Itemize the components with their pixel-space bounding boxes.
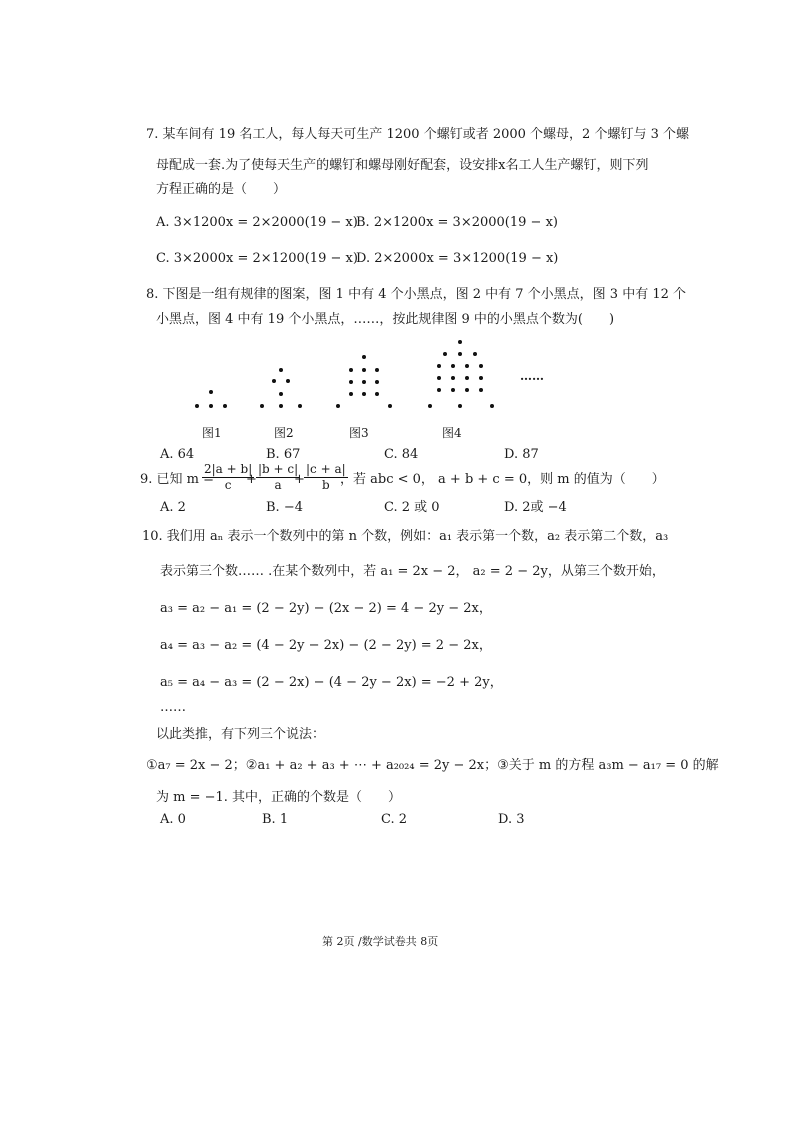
figure-3-dot (362, 355, 366, 359)
q10-option-c: C. 2 (381, 812, 408, 827)
q10-equation-a3: a₃ = a₂ − a₁ = (2 − 2y) − (2x − 2) = 4 − 2y − 2x， (160, 601, 492, 616)
q10-ellipsis: …… (160, 700, 186, 715)
figure-1-dot (223, 404, 227, 408)
figure-4-dot (473, 352, 477, 356)
figure-3-dot (349, 368, 353, 372)
figure-4-dot (479, 376, 483, 380)
q10-option-b: B. 1 (262, 812, 289, 827)
figure-3-dot (362, 380, 366, 384)
figure-4-dot (451, 376, 455, 380)
figure-4-dot (451, 364, 455, 368)
q9-option-b: B. −4 (266, 500, 303, 515)
q7-line-3: 方程正确的是（ ） (156, 182, 287, 197)
q10-option-a: A. 0 (160, 812, 186, 827)
q7-option-a: A. 3×1200x = 2×2000(19 − x) (156, 215, 358, 230)
q9-fraction-1-denominator: c (224, 478, 232, 492)
figure-2-caption: 图2 (274, 426, 294, 440)
q9-suffix: ，若 abc < 0， a + b + c = 0，则 m 的值为（ ） (340, 472, 665, 487)
figure-2-dot (279, 368, 283, 372)
figure-4-dot (437, 388, 441, 392)
q7-option-b: B. 2×1200x = 3×2000(19 − x) (356, 215, 558, 230)
figure-2-dot (260, 404, 264, 408)
q8-option-a: A. 64 (160, 447, 195, 462)
q9-fraction-3-numerator: |c + a| (306, 462, 346, 476)
q10-equation-a5: a₅ = a₄ − a₃ = (2 − 2x) − (4 − 2y − 2x) = −2 + 2y， (160, 675, 503, 690)
q7-option-d: D. 2×2000x = 3×1200(19 − x) (356, 251, 559, 266)
figure-1-dot (209, 390, 213, 394)
figure-3-dot (375, 368, 379, 372)
figure-4-dot (458, 352, 462, 356)
figure-3-dot (349, 392, 353, 396)
q8-option-b: B. 67 (266, 447, 301, 462)
q8-option-c: C. 84 (384, 447, 419, 462)
q9-option-c: C. 2 或 0 (384, 500, 440, 515)
figure-4-dot (465, 388, 469, 392)
q9-fraction-1-numerator: 2|a + b| (204, 462, 253, 476)
figure-4-dot (443, 352, 447, 356)
q7-line-1: 7. 某车间有 19 名工人，每人每天可生产 1200 个螺钉或者 2000 个螺母，2 个螺钉与 3 个螺 (146, 127, 689, 142)
q9-prefix: 9. 已知 m = (140, 472, 215, 487)
page-footer: 第 2页 /数学试卷共 8页 (322, 935, 439, 948)
figure-4-dot (437, 376, 441, 380)
q9-fraction-2-denominator: a (274, 478, 282, 492)
q10-line-4: ①a₇ = 2x − 2；②a₁ + a₂ + a₃ + ⋯ + a₂₀₂₄ = 2y − 2x；③关于 m 的方程 a₃m − a₁₇ = 0 的解 (146, 758, 719, 773)
figure-1-dot (195, 404, 199, 408)
figure-3-dot (349, 380, 353, 384)
figure-2-dot (279, 404, 283, 408)
q9-option-a: A. 2 (160, 500, 186, 515)
q10-line-5: 为 m = −1. 其中，正确的个数是（ ） (156, 790, 402, 805)
figure-3-dot (362, 392, 366, 396)
figure-4-dot (437, 364, 441, 368)
figure-2-dot (272, 379, 276, 383)
figure-3-dot (336, 404, 340, 408)
figure-3-dot (375, 380, 379, 384)
figure-4-dot (451, 388, 455, 392)
dot-pattern-figures (180, 335, 580, 425)
figure-2-dot (298, 404, 302, 408)
figure-2-dot (279, 392, 283, 396)
figure-4-dot (479, 388, 483, 392)
q9-fraction-2-numerator: |b + c| (258, 462, 299, 476)
figure-3-dot (362, 368, 366, 372)
figure-4-dot (465, 364, 469, 368)
figure-2-dot (286, 379, 290, 383)
q9-plus-1: + (246, 472, 257, 487)
figure-4-dot (479, 364, 483, 368)
figure-4-dot (458, 404, 462, 408)
q10-line-3: 以此类推，有下列三个说法： (156, 727, 326, 742)
figure-4-dot (458, 340, 462, 344)
q8-line-2: 小黑点，图 4 中有 19 个小黑点，……，按此规律图 9 中的小黑点个数为( ) (156, 312, 615, 327)
figure-3-caption: 图3 (349, 426, 369, 440)
q10-option-d: D. 3 (498, 812, 525, 827)
figure-4-caption: 图4 (442, 426, 462, 440)
q7-line-2: 母配成一套.为了使每天生产的螺钉和螺母刚好配套，设安排x名工人生产螺钉，则下列 (156, 158, 649, 173)
figure-4-dot (465, 376, 469, 380)
q9-plus-2: + (294, 472, 305, 487)
figure-3-dot (375, 392, 379, 396)
figure-1-caption: 图1 (202, 426, 222, 440)
q7-option-c: C. 3×2000x = 2×1200(19 − x) (156, 251, 358, 266)
q10-line-2: 表示第三个数…… .在某个数列中，若 a₁ = 2x − 2， a₂ = 2 − 2y，从第三个数开始， (160, 564, 665, 579)
q10-equation-a4: a₄ = a₃ − a₂ = (4 − 2y − 2x) − (2 − 2y) = 2 − 2x， (160, 638, 492, 653)
q9-option-d: D. 2或 −4 (504, 500, 567, 515)
figure-3-dot (388, 404, 392, 408)
q9-fraction-3-denominator: b (321, 478, 330, 492)
figure-4-dot (490, 404, 494, 408)
figure-1-dot (209, 404, 213, 408)
q10-line-1: 10. 我们用 aₙ 表示一个数列中的第 n 个数，例如：a₁ 表示第一个数，a₂ 表示第二个数，a₃ (142, 529, 669, 544)
q8-line-1: 8. 下图是一组有规律的图案，图 1 中有 4 个小黑点，图 2 中有 7 个小黑点，图 3 中有 12 个 (146, 287, 687, 302)
figure-ellipsis: …… (520, 369, 544, 383)
figure-4-dot (428, 404, 432, 408)
q8-option-d: D. 87 (504, 447, 539, 462)
